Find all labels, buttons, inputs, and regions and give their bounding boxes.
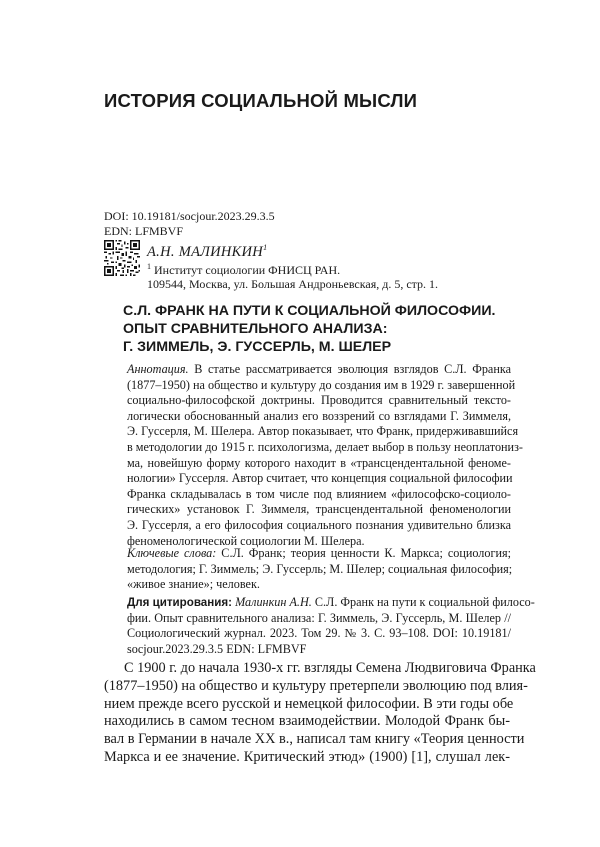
citation-author: Малинкин А.Н. xyxy=(232,595,312,609)
author-name-text: А.Н. МАЛИНКИН xyxy=(147,243,264,260)
citation-text: С.Л. Франк на пути к социальной филосо- xyxy=(311,595,535,609)
abstract-line: гических» установок Г. Зиммеля, трансцендентальной феноменологии xyxy=(127,502,511,517)
affiliation-text: Институт социологии ФНИСЦ РАН. xyxy=(154,262,341,277)
body-line: (1877–1950) на общество и культуру претерпели эволюцию под влия- xyxy=(104,677,528,694)
abstract-line: нологии» Гуссерля. Автор считает, что концепция социальной философии xyxy=(127,471,513,486)
abstract-line: ма, новейшую форму которого находит в «трансцендентальной феноме- xyxy=(127,455,511,470)
body-line: нием прежде всего русской и немецкой философии. В эти годы обе xyxy=(104,695,514,712)
keywords xyxy=(127,546,511,593)
article-title-line-3: Г. ЗИММЕЛЬ, Э. ГУССЕРЛЬ, М. ШЕЛЕР xyxy=(123,339,392,355)
citation-line: Социологический журнал. 2023. Том 29. № 3. С. 93–108. DOI: 10.19181/ xyxy=(127,626,511,641)
body-text xyxy=(104,660,536,767)
citation-line xyxy=(127,595,535,611)
edn-line: EDN: LFMBVF xyxy=(104,223,184,238)
abstract-line: Э. Гуссерля, М. Шелера. Автор показывает, что Франк, придерживавшийся xyxy=(127,424,519,439)
author-name xyxy=(147,240,438,260)
citation-label: Для цитирования: xyxy=(127,596,233,609)
abstract-line: феноменологической социологии М. Шелера. xyxy=(127,533,365,548)
abstract-line: в методологии до 1915 г. психологизма, делает выбор в пользу неоплатониз- xyxy=(127,439,523,454)
body-line-text: С 1900 г. до начала 1930-х гг. взгляды Семена Людвиговича Франка xyxy=(124,660,536,676)
article-title xyxy=(123,302,495,356)
citation xyxy=(127,595,535,657)
keywords-line xyxy=(127,546,511,562)
keywords-text: С.Л. Франк; теория ценности К. Маркса; социология; xyxy=(216,546,511,560)
citation-line: socjour.2023.29.3.5 EDN: LFMBVF xyxy=(127,641,307,656)
article-title-line-1: С.Л. ФРАНК НА ПУТИ К СОЦИАЛЬНОЙ ФИЛОСОФИИ. xyxy=(123,303,496,319)
author-block xyxy=(104,240,524,292)
abstract-line: социально-философской доктрины. Проводится сравнительный тексто- xyxy=(127,393,511,408)
abstract-line: Франка складывалась в том числе под влиянием «философско-социоло- xyxy=(127,486,511,501)
abstract-label: Аннотация. xyxy=(127,362,189,376)
body-line: находились в самом тесном взаимодействии. Молодой Франк бы- xyxy=(104,713,510,730)
article-title-line-2: ОПЫТ СРАВНИТЕЛЬНОГО АНАЛИЗА: xyxy=(123,321,388,337)
doi-line[interactable]: DOI: 10.19181/socjour.2023.29.3.5 xyxy=(104,209,275,223)
author-marker: 1 xyxy=(263,243,268,252)
citation-line: фии. Опыт сравнительного анализа: Г. Зиммель, Э. Гуссерль, М. Шелер // xyxy=(127,610,511,625)
section-title: ИСТОРИЯ СОЦИАЛЬНОЙ МЫСЛИ xyxy=(104,90,418,111)
address-line: 109544, Москва, ул. Большая Андроньевская, д. 5, стр. 1. xyxy=(147,277,439,292)
body-line: Маркса и ее значение. Критический этюд» (1900) [1], слушал лек- xyxy=(104,748,510,765)
abstract-line: логически обоснованный анализ его воззрений со взглядами Г. Зиммеля, xyxy=(127,408,511,423)
qr-code-icon[interactable] xyxy=(104,240,140,276)
identifier-block xyxy=(104,209,275,238)
keywords-label: Ключевые слова: xyxy=(127,546,217,560)
keywords-line: методология; Г. Зиммель; Э. Гуссерль; М. Шелер; социальная философия; xyxy=(127,561,513,576)
abstract-line: (1877–1950) на общество и культуру до создания им в 1929 г. завершенной xyxy=(127,377,516,392)
body-line xyxy=(104,660,536,678)
body-line: вал в Германии в начале XX в., написал там книгу «Теория ценности xyxy=(104,731,525,748)
author-text xyxy=(147,240,438,292)
abstract-text: В статье рассматривается эволюция взглядов С.Л. Франка xyxy=(188,362,511,376)
abstract-line xyxy=(127,362,511,378)
abstract xyxy=(127,362,523,549)
abstract-line: Э. Гуссерля, а его философия социального познания удивительно близка xyxy=(127,517,511,532)
affiliation-marker: 1 xyxy=(147,261,151,271)
keywords-line: «живое знание»; человек. xyxy=(127,577,260,592)
affiliation-line xyxy=(147,260,438,278)
